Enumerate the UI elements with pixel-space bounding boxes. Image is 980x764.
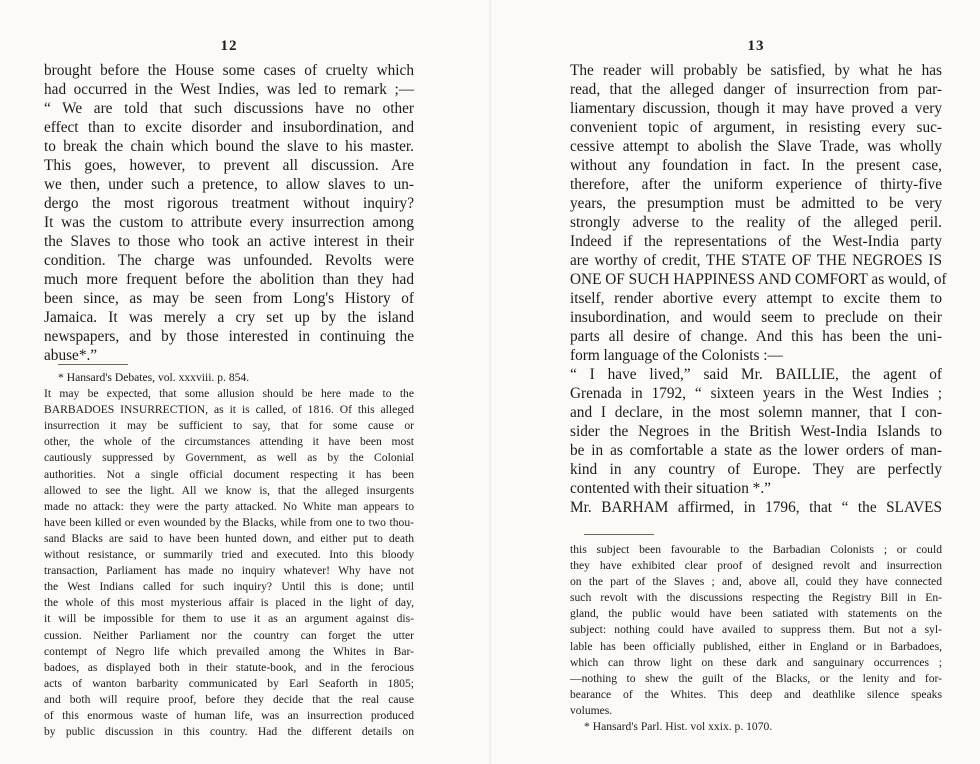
- body-line: ONE OF SUCH HAPPINESS AND COMFORT as would, of: [570, 271, 947, 288]
- body-line: much more frequent before the abolition than they had: [44, 271, 414, 288]
- body-line: therefore, after the uniform experience of thirty-five: [570, 176, 942, 193]
- body-line: Jamaica. It was merely a cry set up by the island: [44, 309, 414, 326]
- body-line: are worthy of credit, THE STATE OF THE NEGROES IS: [570, 252, 942, 269]
- footnote-line: it will be impossible for them to use it as an argument against dis-: [44, 612, 414, 626]
- footnote-line: insurrection it may be sufficient to say, that for some cause or: [44, 419, 414, 433]
- page-number-12: 12: [220, 38, 238, 54]
- footnote-line: authorities. Not a single official document respecting it has been: [44, 467, 414, 481]
- body-line: be in as comfortable a state as the lower orders of man-: [570, 442, 942, 459]
- body-line: condition. The charge was unfounded. Revolts were: [44, 252, 414, 269]
- body-line: liamentary discussion, though it may have proved a very: [570, 100, 942, 117]
- body-line: without any foundation in fact. In the present case,: [570, 157, 942, 174]
- body-line: had occurred in the West Indies, was led to remark ;—: [44, 81, 414, 98]
- body-line: Mr. BARHAM affirmed, in 1796, that “ the SLAVES: [570, 499, 942, 516]
- footnote-line: on the part of the Slaves ; and, above all, could they have connected: [570, 575, 942, 589]
- body-line: The reader will probably be satisfied, by what he has: [570, 62, 942, 79]
- body-line: form language of the Colonists :—: [570, 347, 783, 364]
- body-line: effect than to excite disorder and insubordination, and: [44, 119, 414, 136]
- footnote-line: gland, the public would have been satiated with statements on the: [570, 607, 942, 621]
- left-page: [44, 0, 414, 764]
- footnote-line: and both will require proof, before they decide that the real cause: [44, 692, 414, 706]
- body-line: It was the custom to attribute every insurrection among: [44, 214, 414, 231]
- body-line: This goes, however, to prevent all discussion. Are: [44, 157, 414, 174]
- footnote-line: badoes, as displayed both in their statute-book, and in the ferocious: [44, 660, 414, 674]
- footnote-line: —nothing to shew the guilt of the Blacks, or the lenity and for-: [570, 671, 942, 685]
- right-footnote: [570, 542, 942, 735]
- footnote-line: contempt of Negro life which prevailed among the Whites in Bar-: [44, 644, 414, 658]
- footnote-line: sand Blacks are said to have been hunted down, and either put to death: [44, 531, 414, 545]
- body-line: dergo the most rigorous treatment without inquiry?: [44, 195, 414, 212]
- body-line: newspapers, and by those interested in continuing the: [44, 328, 414, 345]
- footnote-line: which can throw light on these dark and sanguinary occurrences ;: [570, 655, 942, 669]
- body-line: to break the chain which bound the slave to his master.: [44, 138, 414, 155]
- footnote-line: allowed to see the light. All we know is, that the alleged insurgents: [44, 483, 414, 497]
- body-line: the Slaves to those who took an active interest in their: [44, 233, 414, 250]
- body-line: cessive attempt to abolish the Slave Trade, was wholly: [570, 138, 942, 155]
- footnote-line: transaction, Parliament has made no inquiry whatever! Why have not: [44, 564, 414, 578]
- footnote-rule: [584, 534, 654, 535]
- footnote-line: the whole of this most mysterious affair is placed in the light of day,: [44, 596, 414, 610]
- footnote-line: * Hansard's Parl. Hist. vol xxix. p. 1070.: [584, 720, 773, 734]
- body-line: abuse*.”: [44, 347, 98, 364]
- footnote-line: without resistance, or summarily tried and executed. Into this bloody: [44, 548, 414, 562]
- footnote-line: cautiously suppressed by Government, as well as by the Colonial: [44, 451, 414, 465]
- footnote-line: have been killed or even wounded by the Blacks, while from one to two thou-: [44, 515, 414, 529]
- page-number-13: 13: [747, 38, 765, 54]
- body-line: convenient topic of argument, in resisting every suc-: [570, 119, 942, 136]
- body-line: insubordination, and would seem to preclude on their: [570, 309, 942, 326]
- footnote-line: they have exhibited clear proof of designed revolt and insurrection: [570, 559, 942, 573]
- footnote-line: made no attack: they were the party attacked. No White man appears to: [44, 499, 414, 513]
- body-line: kind in any country of Europe. They are perfectly: [570, 461, 942, 478]
- footnote-line: other, the whole of the circumstances attending it have been most: [44, 435, 414, 449]
- right-body-text: [570, 61, 947, 517]
- body-line: we then, under such a pretence, to allow slaves to un-: [44, 176, 414, 193]
- footnote-line: volumes.: [570, 703, 613, 717]
- body-line: Grenada in 1792, “ sixteen years in the West Indies ;: [570, 385, 942, 402]
- body-line: years, the presumption must be admitted to be very: [570, 195, 942, 212]
- body-line: been since, as may be seen from Long's History of: [44, 290, 414, 307]
- book-gutter: [488, 0, 492, 764]
- body-line: contented with their situation *.”: [570, 480, 771, 497]
- left-footnote: [44, 370, 414, 740]
- body-line: parts all desire of change. And this has been the uni-: [570, 328, 942, 345]
- body-line: brought before the House some cases of cruelty which: [44, 62, 414, 79]
- body-line: sider the Negroes in the British West-India Islands to: [570, 423, 942, 440]
- footnote-line: of this enormous waste of human life, was an insurrection produced: [44, 708, 414, 722]
- footnote-line: bearance of the Whites. This deep and deathlike silence speaks: [570, 687, 942, 701]
- right-page: [570, 0, 947, 764]
- body-line: and I declare, in the most solemn manner, that I con-: [570, 404, 942, 421]
- body-line: strongly adverse to the reality of the alleged peril.: [570, 214, 942, 231]
- footnote-line: subject: nothing could have availed to suppress them. But not a syl-: [570, 623, 942, 637]
- footnote-line: by public discussion in this country. Had the different details on: [44, 725, 414, 739]
- footnote-line: acts of wanton barbarity communicated by Earl Seaforth in 1805;: [44, 676, 414, 690]
- footnote-line: the West Indians called for such inquiry? Until this is done; until: [44, 580, 414, 594]
- footnote-line: cussion. Neither Parliament nor the country can forget the utter: [44, 628, 414, 642]
- footnote-line: It may be expected, that some allusion should be here made to the: [44, 387, 414, 401]
- footnote-rule: [58, 364, 128, 365]
- body-line: “ We are told that such discussions have no other: [44, 100, 414, 117]
- footnote-line: BARBADOES INSURRECTION, as it is called, of 1816. Of this alleged: [44, 403, 414, 417]
- footnote-line: such revolt with the discussions respecting the Registry Bill in En-: [570, 591, 942, 605]
- left-body-text: [44, 61, 414, 365]
- footnote-line: lable has been officially published, either in England or in Barbadoes,: [570, 639, 942, 653]
- body-line: read, that the alleged danger of insurrection from par-: [570, 81, 942, 98]
- body-line: itself, render abortive every attempt to excite them to: [570, 290, 942, 307]
- footnote-line: this subject been favourable to the Barbadian Colonists ; or could: [570, 543, 942, 556]
- footnote-line: * Hansard's Debates, vol. xxxviii. p. 854.: [58, 371, 250, 384]
- body-line: “ I have lived,” said Mr. BAILLIE, the agent of: [570, 366, 942, 383]
- body-line: Indeed if the representations of the West-India party: [570, 233, 942, 250]
